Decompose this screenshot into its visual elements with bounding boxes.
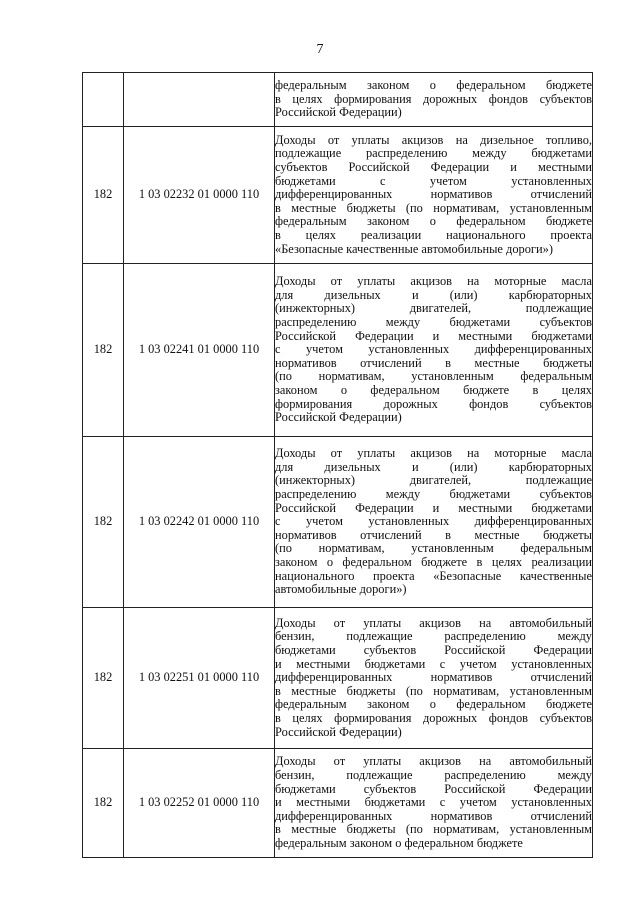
table-body [83, 73, 593, 858]
table-row [83, 437, 593, 608]
budget-code-cell: 1 03 02241 01 0000 110 [124, 264, 275, 437]
description-line: дифференцированных нормативов отчислений [275, 187, 592, 202]
budget-code-cell: 1 03 02251 01 0000 110 [124, 608, 275, 749]
admin-code-cell [83, 73, 124, 127]
revenue-codes-table [82, 72, 593, 858]
description-line: бюджетами субъектов Российской Федерации [275, 643, 592, 658]
revenue-description-cell [275, 749, 593, 858]
description-line: в местные бюджеты (по нормативам, установленным [275, 822, 592, 837]
revenue-description-cell [275, 264, 593, 437]
table-row [83, 749, 593, 858]
description-line: федеральным законом о федеральном бюджете [275, 78, 592, 93]
description-line: национального проекта «Безопасные качественные [275, 568, 592, 583]
description-line: федеральным законом о федеральном бюджете [275, 697, 592, 712]
admin-code-cell: 182 [83, 127, 124, 264]
description-line: для дизельных и (или) карбюраторных [275, 459, 592, 474]
revenue-description-cell [275, 608, 593, 749]
description-line: и местными бюджетами с учетом установленных [275, 795, 592, 810]
description-line: распределению между бюджетами субъектов [275, 487, 592, 502]
description-line: (инжекторных) двигателей, подлежащие [275, 301, 592, 316]
description-line: Доходы от уплаты акцизов на моторные масла [275, 446, 592, 461]
description-line: Доходы от уплаты акцизов на автомобильный [275, 615, 592, 630]
description-line: бензин, подлежащие распределению между [275, 629, 592, 644]
description-line: распределению между бюджетами субъектов [275, 315, 592, 330]
description-line: с учетом установленных дифференцированных [275, 514, 592, 529]
description-line: Российской Федерации) [275, 724, 402, 739]
revenue-description-cell [275, 127, 593, 264]
description-line: и местными бюджетами с учетом установленных [275, 656, 592, 671]
description-line: Доходы от уплаты акцизов на моторные масла [275, 274, 592, 289]
budget-code-cell: 1 03 02232 01 0000 110 [124, 127, 275, 264]
description-line: Доходы от уплаты акцизов на автомобильный [275, 754, 592, 769]
description-line: субъектов Российской Федерации и местными [275, 160, 592, 175]
description-line: федеральным законом о федеральном бюджете [275, 835, 523, 850]
description-line: законом о федеральном бюджете в целях реализации [275, 554, 592, 569]
admin-code-cell: 182 [83, 608, 124, 749]
admin-code-cell: 182 [83, 437, 124, 608]
description-line: дифференцированных нормативов отчислений [275, 808, 592, 823]
description-line: дифференцированных нормативов отчислений [275, 670, 592, 685]
admin-code-cell: 182 [83, 264, 124, 437]
description-line: с учетом установленных дифференцированных [275, 342, 592, 357]
description-line: бюджетами субъектов Российской Федерации [275, 781, 592, 796]
description-line: Доходы от уплаты акцизов на дизельное топливо, [275, 132, 592, 147]
table-row [83, 73, 593, 127]
budget-code-cell [124, 73, 275, 127]
description-line: бюджетами с учетом установленных [275, 173, 592, 188]
description-line: автомобильные дороги») [275, 582, 407, 597]
description-line: в целях формирования дорожных фондов субъектов [275, 710, 592, 725]
admin-code-cell: 182 [83, 749, 124, 858]
description-line: нормативов отчислений в местные бюджеты [275, 527, 592, 542]
budget-code-cell: 1 03 02242 01 0000 110 [124, 437, 275, 608]
description-line: (по нормативам, установленным федеральным [275, 541, 592, 556]
description-line: Российской Федерации) [275, 105, 402, 120]
description-line: (инжекторных) двигателей, подлежащие [275, 473, 592, 488]
budget-code-cell: 1 03 02252 01 0000 110 [124, 749, 275, 858]
table-row [83, 264, 593, 437]
description-line: в местные бюджеты (по нормативам, установленным [275, 200, 592, 215]
description-line: законом о федеральном бюджете в целях [275, 382, 592, 397]
description-line: федеральным законом о федеральном бюджете [275, 214, 592, 229]
table-row [83, 608, 593, 749]
revenue-description-cell [275, 73, 593, 127]
description-line: для дизельных и (или) карбюраторных [275, 287, 592, 302]
description-line: (по нормативам, установленным федеральным [275, 369, 592, 384]
description-line: бензин, подлежащие распределению между [275, 768, 592, 783]
table-row [83, 127, 593, 264]
description-line: подлежащие распределению между бюджетами [275, 146, 592, 161]
description-line: в местные бюджеты (по нормативам, установленным [275, 683, 592, 698]
description-line: нормативов отчислений в местные бюджеты [275, 355, 592, 370]
description-line: Российской Федерации и местными бюджетами [275, 500, 592, 515]
description-line: «Безопасные качественные автомобильные дороги») [275, 241, 553, 256]
description-line: в целях формирования дорожных фондов субъектов [275, 91, 592, 106]
description-line: в целях реализации национального проекта [275, 227, 592, 242]
page-number: 7 [316, 42, 324, 57]
description-line: формирования дорожных фондов субъектов [275, 396, 592, 411]
description-line: Российской Федерации) [275, 410, 402, 425]
description-line: Российской Федерации и местными бюджетами [275, 328, 592, 343]
revenue-description-cell [275, 437, 593, 608]
